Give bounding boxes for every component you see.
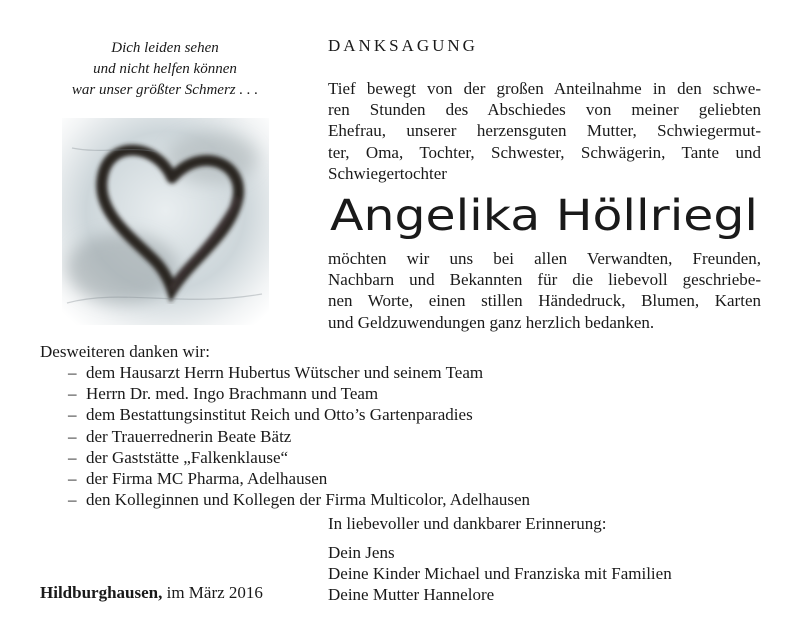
signer: Deine Kinder Michael und Franziska mit Familien <box>328 564 672 584</box>
list-item-text: der Firma MC Pharma, Adelhausen <box>86 469 328 489</box>
list-item <box>68 383 530 404</box>
deceased-name-text: Angelika Höllriegl <box>330 191 758 241</box>
list-item <box>68 489 530 510</box>
thanks-paragraph <box>328 248 761 333</box>
intro-paragraph <box>328 78 761 184</box>
list-item-text: den Kolleginnen und Kollegen der Firma Multicolor, Adelhausen <box>86 490 531 510</box>
list-item <box>68 426 530 447</box>
memorial-quote <box>40 38 290 101</box>
list-dash: – <box>68 405 77 425</box>
quote-line: war unser größter Schmerz . . . <box>71 82 259 98</box>
thanks-line: möchten wir uns bei allen Verwandten, Freunden, <box>328 249 761 268</box>
intro-line: Ehefrau, unserer herzensguten Mutter, Schwiegermut- <box>328 121 761 141</box>
intro-line: Schwiegertochter <box>328 163 447 183</box>
list-dash: – <box>68 363 77 382</box>
list-item <box>68 447 530 468</box>
place-date <box>40 583 263 603</box>
list-item <box>68 468 530 489</box>
list-dash: – <box>68 469 77 489</box>
quote-line: und nicht helfen können <box>93 61 237 77</box>
list-item-text: Herrn Dr. med. Ingo Brachmann und Team <box>86 384 379 404</box>
list-item <box>68 404 530 425</box>
thanks-line: nen Worte, einen stillen Händedruck, Blumen, Karten <box>328 291 761 311</box>
deceased-name <box>330 188 760 244</box>
list-item-text: dem Hausarzt Herrn Hubertus Wütscher und seinem Team <box>86 363 484 382</box>
intro-line: Tief bewegt von der großen Anteilnahme in den schwe- <box>328 79 761 98</box>
intro-line: ren Stunden des Abschiedes von meiner geliebten <box>328 100 761 120</box>
list-dash: – <box>68 426 77 446</box>
signer: Dein Jens <box>328 543 395 562</box>
thanks-intro: Desweiteren danken wir: <box>40 342 210 361</box>
thanks-line: und Geldzuwendungen ganz herzlich bedanken. <box>328 312 655 332</box>
page-title: DANKSAGUNG <box>328 36 478 55</box>
list-item <box>68 362 530 383</box>
intro-line: ter, Oma, Tochter, Schwester, Schwägerin, Tante und <box>328 142 761 162</box>
list-item-text: der Trauerrednerin Beate Bätz <box>86 426 292 446</box>
list-dash: – <box>68 490 77 510</box>
place: Hildburghausen, <box>40 583 163 602</box>
date: im März 2016 <box>166 583 263 602</box>
list-dash: – <box>68 447 77 467</box>
quote-line: Dich leiden sehen <box>111 40 219 56</box>
closing-line: In liebevoller und dankbarer Erinnerung: <box>328 514 607 533</box>
heart-photo <box>62 118 269 325</box>
signer: Deine Mutter Hannelore <box>328 585 495 605</box>
signers <box>328 542 672 606</box>
list-item-text: der Gaststätte „Falkenklause“ <box>86 447 289 467</box>
thanks-line: Nachbarn und Bekannten für die liebevoll geschriebe- <box>328 270 761 290</box>
thanks-list <box>68 362 530 510</box>
list-item-text: dem Bestattungsinstitut Reich und Otto’s Gartenparadies <box>86 405 473 425</box>
list-dash: – <box>68 384 77 404</box>
